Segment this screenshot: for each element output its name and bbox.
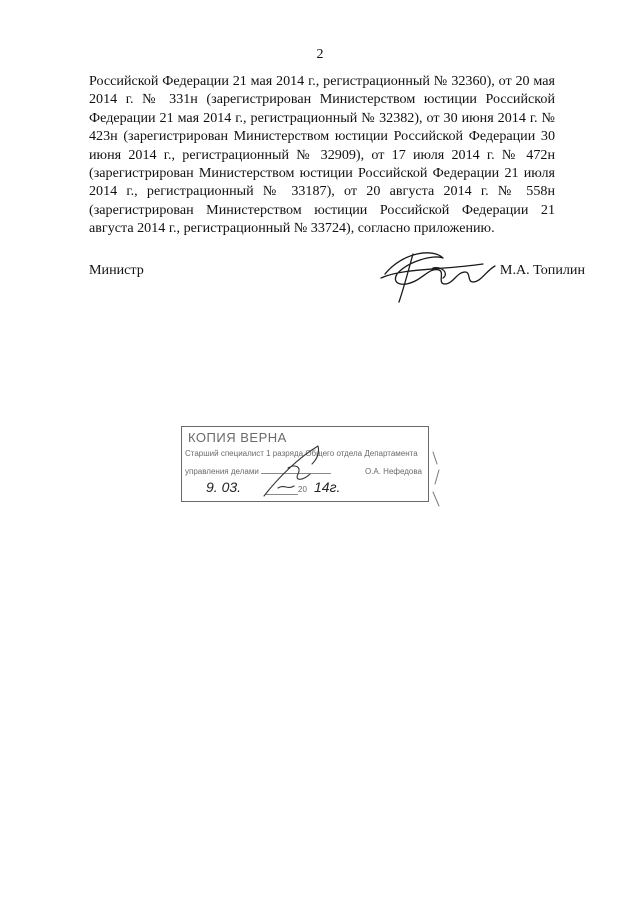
body-paragraph: Российской Федерации 21 мая 2014 г., регистрационный № 32360), от 20 мая 2014 г. № 331н (зарегистрирован Министерством юстиции Российской Федерации 21 мая 2014 г., регистрационный № 32382), от 30 июня 2014 г. № 423н (зарегистрирован Министерством юстиции Российской Федерации 30 июня 2014 г., регистрационный № 32909), от 17 июля 2014 г. № 472н (зарегистрирован Министерством юстиции Российской Федерации 21 июля 2014 г., регистрационный № 33187), от 20 августа 2014 г. № 558н (зарегистрирован Министерством юстиции Российской Федерации 21 августа 2014 г., регистрационный № 33724), согласно приложению. [89,73,555,237]
page-number: 2 [316,47,324,62]
stamp-year-prefix: 20 [298,485,307,494]
stamp-date: 9. 03. [206,479,242,495]
signatory-name: М.А. Топилин [499,262,585,278]
stamp-position-line: Старший специалист 1 разряда Общего отдела Департамента [185,449,418,458]
stamp-signature-icon [258,438,348,508]
stamp-year: 14г. [314,479,341,495]
stamp-edge-mark-icon [429,450,447,510]
signatory-title: Министр [89,262,144,278]
stamp-department-text: управления делами [185,467,259,476]
signature-block [89,262,585,322]
handwritten-signature-icon [373,244,503,308]
stamp-title: КОПИЯ ВЕРНА [188,430,287,445]
stamp-official-name: О.А. Нефедова [364,467,422,476]
